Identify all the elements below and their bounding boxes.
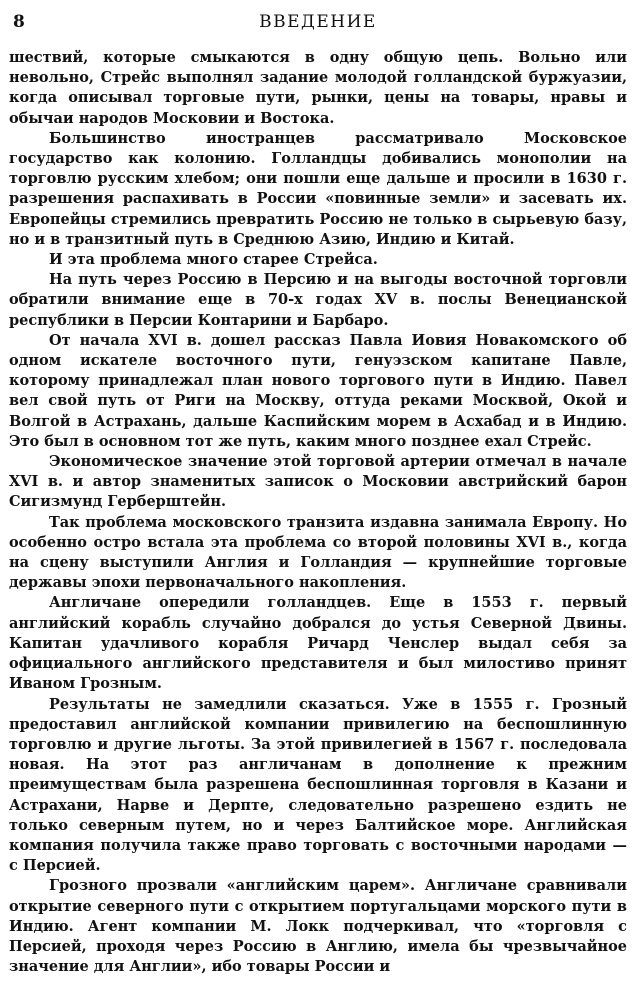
paragraph: Англичане опередили голландцев. Еще в 1553 г. первый английский корабль случайно добрался до устья Северной Двины. Капитан удачливого корабля Ричард Ченслер выдал себя за официального английского представителя и был милостиво принят Иваном Грозным. bbox=[9, 594, 627, 693]
paragraph: Большинство иностранцев рассматривало Московское государство как колонию. Голландцы добивались монополии на торговлю русским хлебом; они пошли еще дальше и просили в 1630 г. разрешения распахивать в России «повинные земли» и засевать их. Европейцы стремились превратить Россию не только в сырьевую базу, но и в транзитный путь в Среднюю Азию, Индию и Китай. bbox=[9, 129, 627, 248]
paragraph: Грозного прозвали «английским царем». Англичане сравнивали открытие северного пути с открытием португальцами морского пути в Индию. Агент компании М. Локк подчеркивал, что «торговля с Персией, проходя через Россию в Англию, имела бы чрезвычайное значение для Англии», ибо товары России и bbox=[9, 877, 627, 976]
paragraph: Экономическое значение этой торговой артерии отмечал в начале XVI в. и автор знаменитых записок о Московии австрийский барон Сигизмунд Герберштейн. bbox=[9, 453, 627, 511]
paragraph-continuation: шествий, которые смыкаются в одну общую цепь. Вольно или невольно, Стрейс выполнял задание молодой голландской буржуазии, когда описывал торговые пути, рынки, цены на товары, нравы и обычаи народов Московии и Востока. bbox=[9, 49, 627, 127]
paragraph: Результаты не замедлили сказаться. Уже в 1555 г. Грозный предоставил английской компании привилегию на беспошлинную торговлю и другие льготы. За этой привилегией в 1567 г. последовала новая. На этот раз англичанам в дополнение к прежним преимуществам была разрешена беспошлинная торговля в Казани и Астрахани, Нарве и Дерпте, следовательно разрешено ездить не только северным путем, но и через Балтийское море. Английская компания получила также право торговать с восточными народами — с Персией. bbox=[9, 695, 627, 875]
paragraph: Так проблема московского транзита издавна занимала Европу. Но особенно остро встала эта проблема со второй половины XVI в., когда на сцену выступили Англия и Голландия — крупнейшие торговые державы эпохи первоначального накопления. bbox=[9, 513, 627, 592]
page-number: 8 bbox=[13, 12, 25, 32]
paragraph: И эта проблема много старее Стрейса. bbox=[49, 251, 378, 269]
paragraph: На путь через Россию в Персию и на выгоды восточной торговли обратили внимание еще в 70-х годах XV в. послы Венецианской республики в Персии Контарини и Барбаро. bbox=[9, 271, 627, 329]
running-title: ВВЕДЕНИЕ bbox=[259, 12, 377, 32]
body-text bbox=[9, 48, 627, 977]
page-header bbox=[9, 8, 627, 38]
paragraph: От начала XVI в. дошел рассказ Павла Иовия Новакомского об одном искателе восточного пути, генуэзском капитане Павле, которому принадлежал план нового торгового пути в Индию. Павел вел свой путь от Риги на Москву, оттуда реками Москвой, Окой и Волгой в Астрахань, дальше Каспийским морем в Асхабад и в Индию. Это был в основном тот же путь, каким много позднее ехал Стрейс. bbox=[9, 331, 627, 450]
